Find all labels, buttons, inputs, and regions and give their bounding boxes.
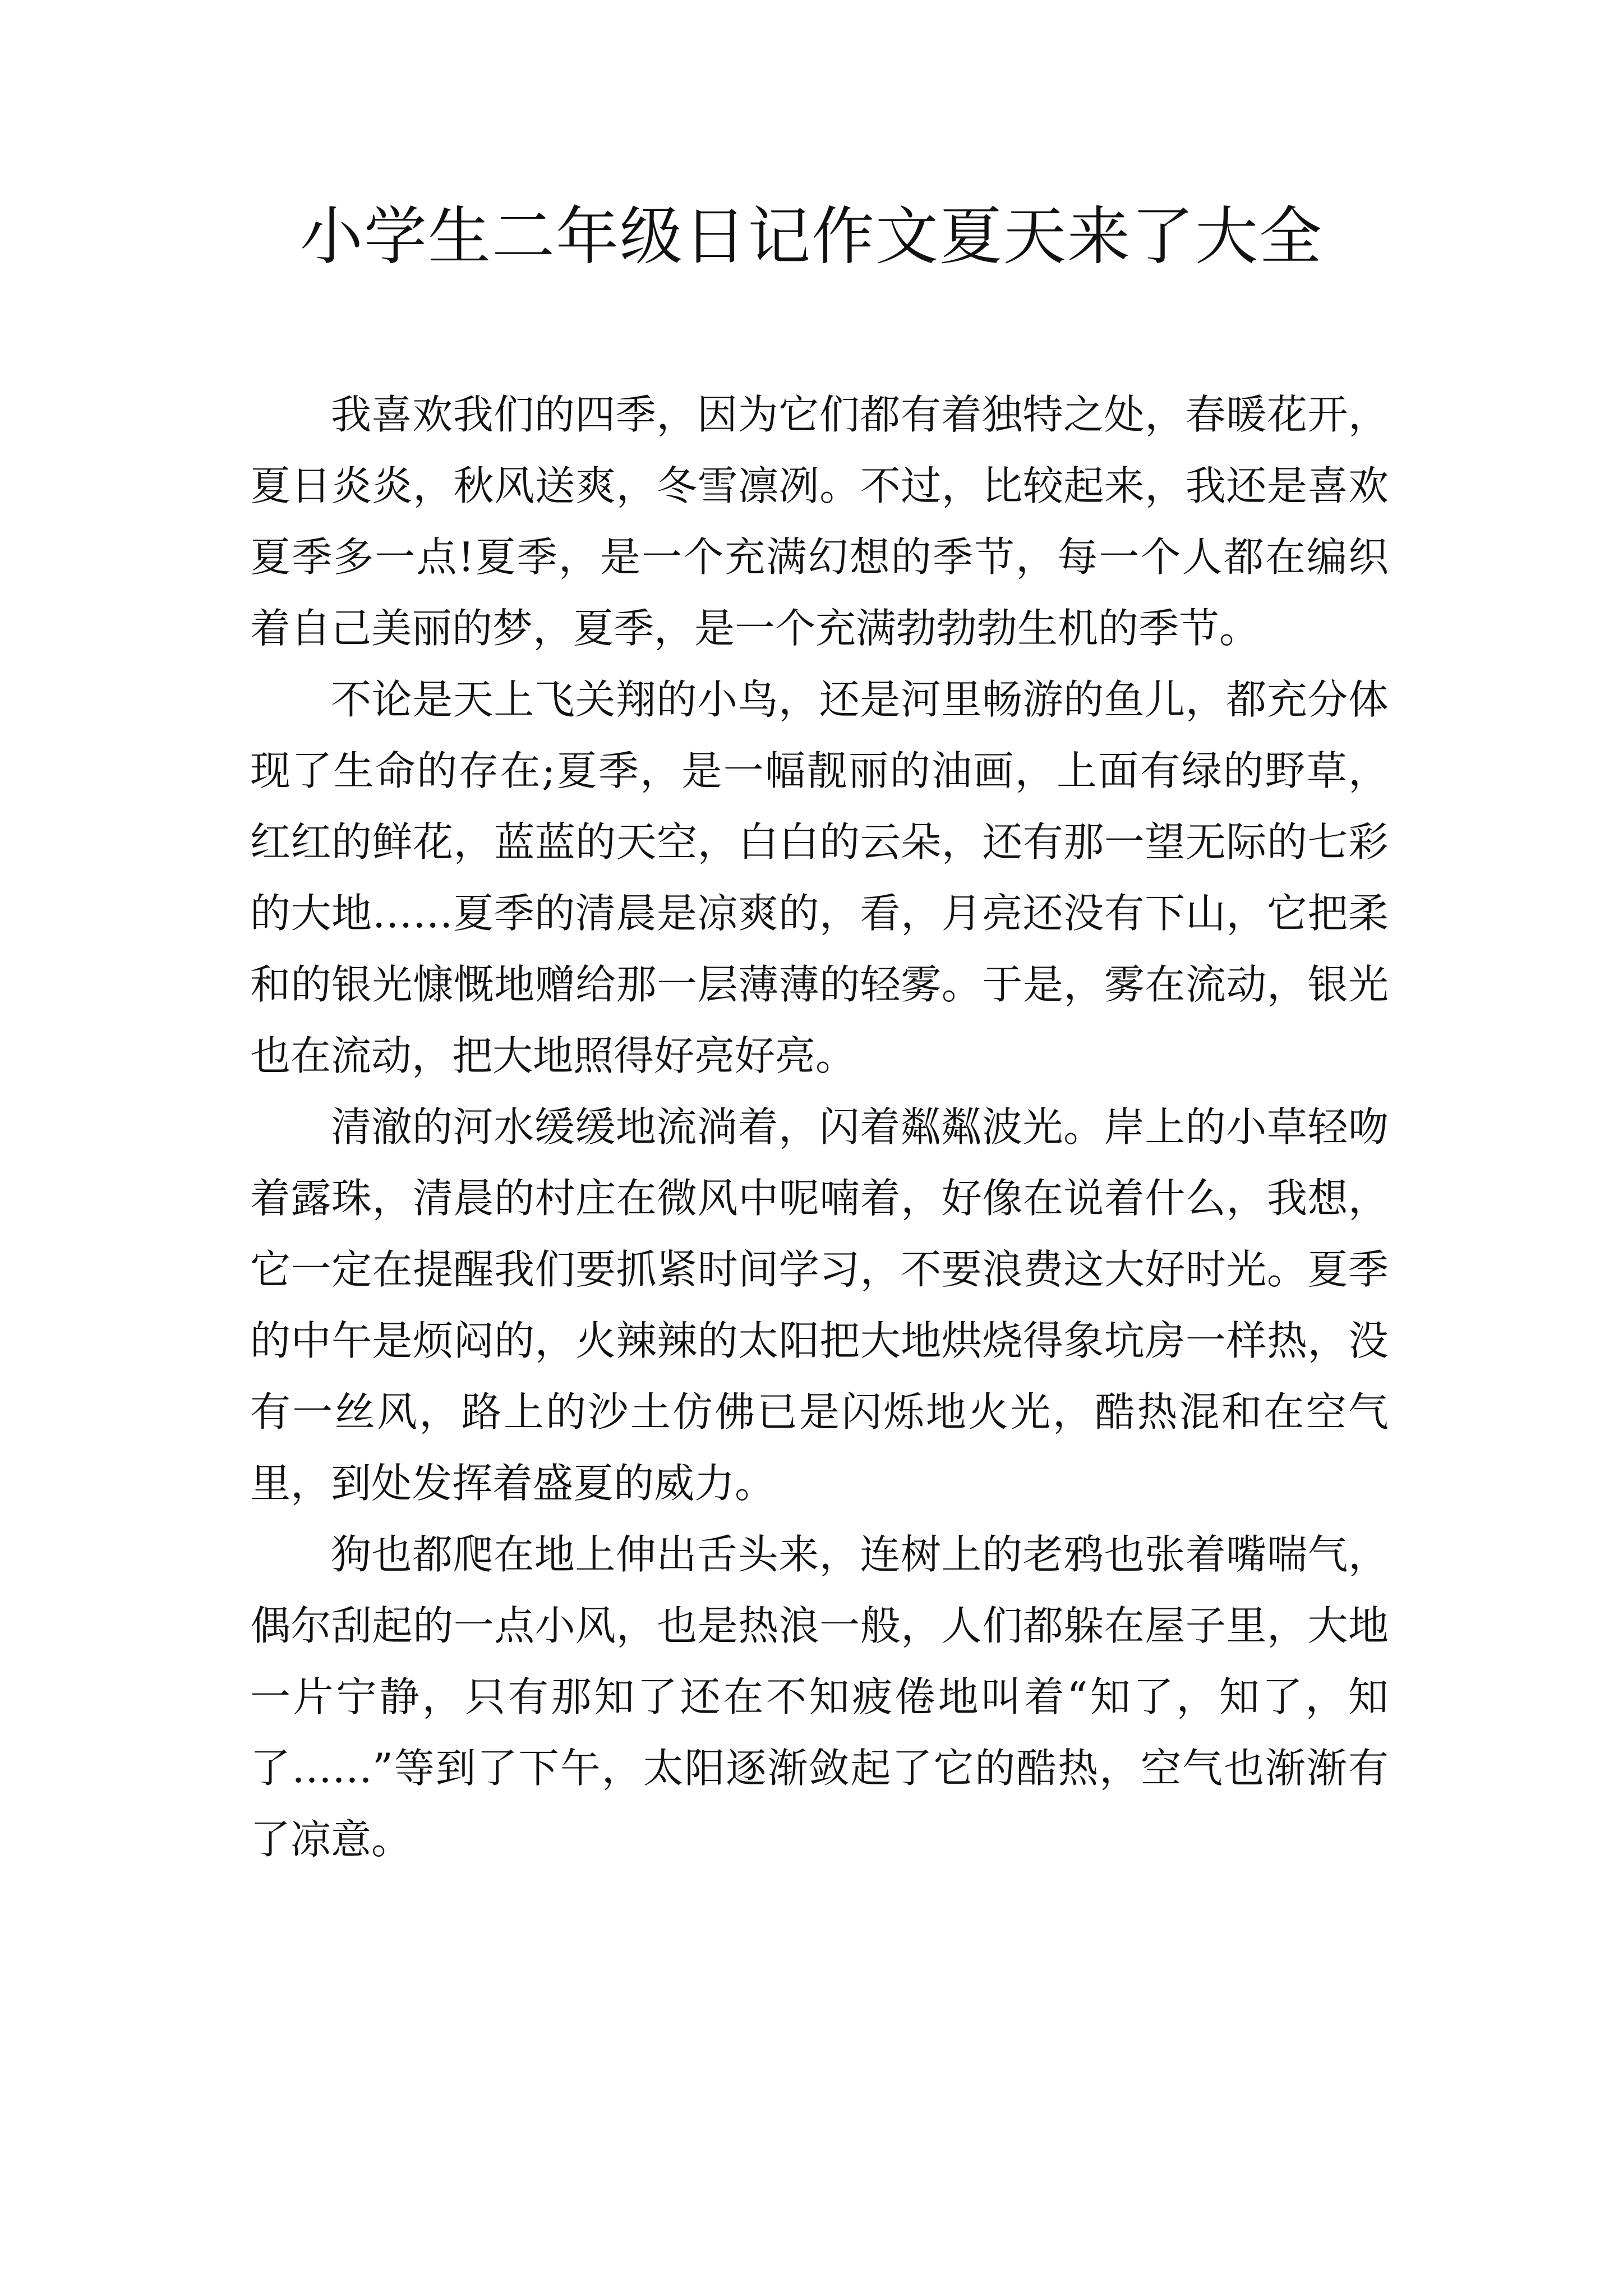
paragraph-1: 我喜欢我们的四季，因为它们都有着独特之处，春暖花开，夏日炎炎，秋风送爽，冬雪凛冽。不过，比较起来，我还是喜欢夏季多一点!夏季，是一个充满幻想的季节，每一个人都在编织着自己美丽的梦，夏季，是一个充满勃勃勃生机的季节。	[250, 391, 1389, 652]
paragraph-2: 不论是天上飞关翔的小鸟，还是河里畅游的鱼儿，都充分体现了生命的存在;夏季，是一幅靓丽的油画，上面有绿的野草，红红的鲜花，蓝蓝的天空，白白的云朵，还有那一望无际的七彩的大地……夏季的清晨是凉爽的，看，月亮还没有下山，它把柔和的银光慷慨地赠给那一层薄薄的轻雾。于是，雾在流动，银光也在流动，把大地照得好亮好亮。	[250, 676, 1389, 1079]
paragraph-4: 狗也都爬在地上伸出舌头来，连树上的老鸦也张着嘴喘气，偶尔刮起的一点小风，也是热浪一般，人们都躲在屋子里，大地一片宁静，只有那知了还在不知疲倦地叫着“知了，知了，知了……”等到了下午，太阳逐渐敛起了它的酷热，空气也渐渐有了凉意。	[250, 1531, 1389, 1863]
document-body	[250, 379, 1389, 1875]
document-title: 小学生二年级日记作文夏天来了大全	[300, 200, 1323, 273]
paragraph-3: 清澈的河水缓缓地流淌着，闪着粼粼波光。岸上的小草轻吻着露珠，清晨的村庄在微风中呢喃着，好像在说着什么，我想，它一定在提醒我们要抓紧时间学习，不要浪费这大好时光。夏季的中午是烦闷的，火辣辣的太阳把大地烘烧得象坑房一样热，没有一丝风，路上的沙土仿佛已是闪烁地火光，酷热混和在空气里，到处发挥着盛夏的威力。	[250, 1103, 1389, 1507]
